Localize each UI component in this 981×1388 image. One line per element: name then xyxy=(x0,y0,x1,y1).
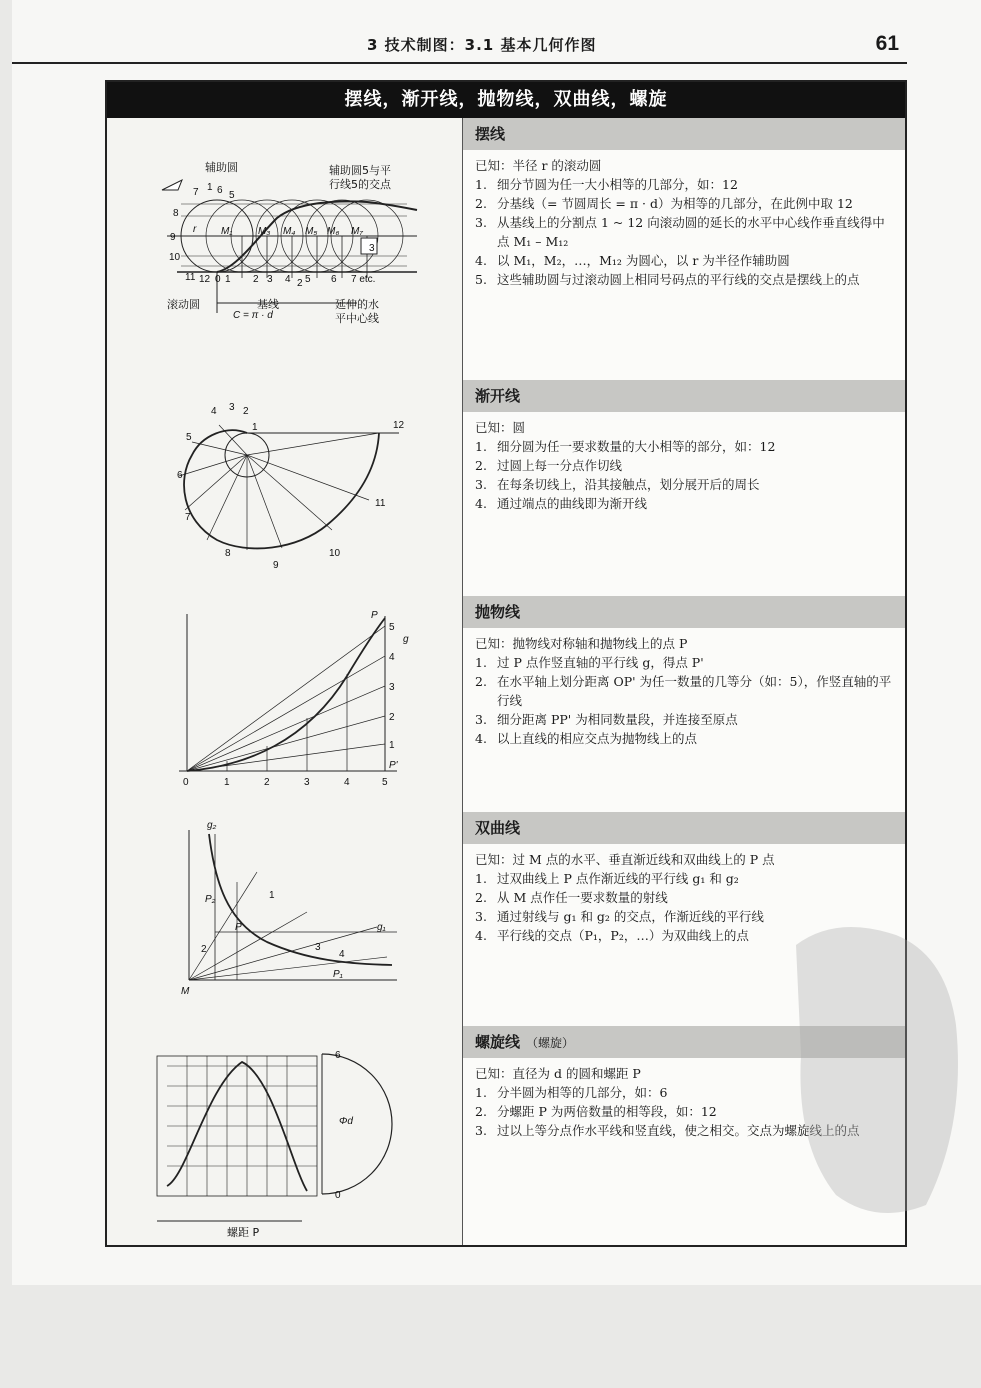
list-item: 4. 通过端点的曲线即为渐开线 xyxy=(475,496,648,511)
involute-steps xyxy=(475,437,893,513)
etc-label: 7 etc. xyxy=(351,274,376,285)
involute-label-12: 12 xyxy=(393,420,405,431)
m1-label: M₁ xyxy=(221,226,233,237)
aux-note-line2: 行线5的交点 xyxy=(329,178,391,191)
involute-label-10: 10 xyxy=(329,548,341,559)
involute-label-9: 9 xyxy=(273,560,279,571)
radius-label: r xyxy=(193,224,197,235)
m3-label: M₃ xyxy=(258,226,271,237)
cycloid-title: 摆线 xyxy=(463,118,905,150)
line-g-label: g xyxy=(403,634,409,645)
x-tick-5: 5 xyxy=(382,777,388,788)
page-number: 61 xyxy=(875,32,899,55)
svg-text:9: 9 xyxy=(170,232,176,243)
svg-text:10: 10 xyxy=(169,252,181,263)
svg-text:6: 6 xyxy=(331,274,337,285)
involute-label-5: 5 xyxy=(186,432,192,443)
chapter-heading: 3 技术制图：3.1 基本几何作图 xyxy=(367,36,597,54)
running-head xyxy=(12,30,907,64)
cycloid-steps xyxy=(475,175,893,289)
right-tick-2: 2 xyxy=(389,712,395,723)
list-item: 4. 以 M₁，M₂，…，M₁₂ 为圆心，以 r 为半径作辅助圆 xyxy=(475,253,790,268)
list-item: 3. 通过射线与 g₁ 和 g₂ 的交点，作渐近线的平行线 xyxy=(475,909,764,924)
ray-3-label: 3 xyxy=(315,942,321,953)
circumference-formula: C = π · d xyxy=(233,310,273,321)
list-item: 5. 这些辅助圆与过滚动圆上相同号码点的平行线的交点是摆线上的点 xyxy=(475,272,860,287)
svg-text:3: 3 xyxy=(267,274,273,285)
right-tick-4: 4 xyxy=(389,652,395,663)
svg-text:11: 11 xyxy=(185,272,196,283)
ext-centerline-label1: 延伸的水 xyxy=(335,298,379,311)
involute-row xyxy=(107,380,905,597)
list-item: 3. 细分距离 PP' 为相同数量段，并连接至原点 xyxy=(475,712,738,727)
x-tick-1: 1 xyxy=(224,777,230,788)
involute-label-7: 7 xyxy=(185,512,191,523)
helix-figure xyxy=(107,1026,463,1245)
cycloid-row xyxy=(107,118,905,381)
m5-label: M₅ xyxy=(305,226,318,237)
hyperbola-steps xyxy=(475,869,893,945)
right-tick-1: 1 xyxy=(389,740,395,751)
parabola-steps xyxy=(475,653,893,748)
helix-text xyxy=(463,1026,905,1245)
aux-note-line1: 辅助圆5与平 xyxy=(329,164,391,177)
svg-text:1: 1 xyxy=(207,182,213,193)
involute-label-11: 11 xyxy=(375,498,386,509)
parabola-given: 已知：抛物线对称轴和抛物线上的点 P xyxy=(475,636,688,651)
helix-steps xyxy=(475,1083,893,1140)
list-item: 3. 从基线上的分割点 1 ~ 12 向滚动圆的延长的水平中心线作垂直线得中点 M₁ – M₁₂ xyxy=(475,215,885,249)
svg-text:12: 12 xyxy=(199,274,211,285)
ray-1-label: 1 xyxy=(269,890,275,901)
content-frame xyxy=(105,80,907,1247)
ext-centerline-label2: 平中心线 xyxy=(335,312,379,325)
g1-label: g₁ xyxy=(377,922,386,933)
m6-label: M₆ xyxy=(327,226,340,237)
point-p-label: P xyxy=(371,610,378,621)
hyperbola-row xyxy=(107,812,905,1027)
hyperbola-given: 已知：过 M 点的水平、垂直渐近线和双曲线上的 P 点 xyxy=(475,852,775,867)
svg-text:2: 2 xyxy=(297,278,303,289)
involute-label-8: 8 xyxy=(225,548,231,559)
hyperbola-text xyxy=(463,812,905,1026)
m7-label: M₇ xyxy=(351,226,363,237)
g2-label: g₂ xyxy=(207,820,217,831)
point-p2-label: P₂ xyxy=(205,894,216,905)
section-banner: 摆线，渐开线，抛物线，双曲线，螺旋 xyxy=(107,82,905,118)
book-page xyxy=(12,0,981,1285)
cycloid-text xyxy=(463,118,905,380)
x-tick-4: 4 xyxy=(344,777,350,788)
x-tick-2: 2 xyxy=(264,777,270,788)
involute-label-4: 4 xyxy=(211,406,217,417)
parabola-title: 抛物线 xyxy=(463,596,905,628)
svg-text:3: 3 xyxy=(369,243,375,254)
list-item: 1. 过双曲线上 P 点作渐近线的平行线 g₁ 和 g₂ xyxy=(475,871,739,886)
cycloid-given: 已知：半径 r 的滚动圆 xyxy=(475,158,602,173)
ray-2-label: 2 xyxy=(201,944,207,955)
involute-title: 渐开线 xyxy=(463,380,905,412)
list-item: 3. 在每条切线上，沿其接触点，划分展开后的周长 xyxy=(475,477,760,492)
list-item: 2. 过圆上每一分点作切线 xyxy=(475,458,623,473)
involute-label-3: 3 xyxy=(229,402,235,413)
cycloid-figure xyxy=(107,118,463,380)
list-item: 2. 从 M 点作任一要求数量的射线 xyxy=(475,890,668,905)
list-item: 1. 过 P 点作竖直轴的平行线 g，得点 P' xyxy=(475,655,704,670)
involute-text xyxy=(463,380,905,596)
svg-text:1: 1 xyxy=(225,274,231,285)
aux-circle-label: 辅助圆 xyxy=(205,161,238,174)
parabola-figure xyxy=(107,596,463,812)
involute-label-2: 2 xyxy=(243,406,249,417)
list-item: 3. 过以上等分点作水平线和竖直线，使之相交。交点为螺旋线上的点 xyxy=(475,1123,860,1138)
point-p-label: P xyxy=(235,922,242,933)
svg-text:8: 8 xyxy=(173,208,179,219)
hyperbola-title: 双曲线 xyxy=(463,812,905,844)
hyperbola-figure xyxy=(107,812,463,1026)
svg-text:0: 0 xyxy=(215,274,221,285)
svg-text:6: 6 xyxy=(217,185,223,196)
list-item: 1. 细分节圆为任一大小相等的几部分，如：12 xyxy=(475,177,738,192)
point-p1-label: P₁ xyxy=(333,969,343,980)
svg-text:5: 5 xyxy=(305,274,311,285)
right-tick-3: 3 xyxy=(389,682,395,693)
origin-label: 0 xyxy=(183,777,189,788)
list-item: 4. 以上直线的相应交点为抛物线上的点 xyxy=(475,731,698,746)
m4-label: M₄ xyxy=(283,226,296,237)
helix-top-label: 6 xyxy=(335,1050,341,1061)
helix-given: 已知：直径为 d 的圆和螺距 P xyxy=(475,1066,641,1081)
parabola-row xyxy=(107,596,905,813)
involute-label-1: 1 xyxy=(252,422,258,433)
list-item: 2. 在水平轴上划分距离 OP' 为任一数量的几等分（如：5），作竖直轴的平行线 xyxy=(475,674,892,708)
x-tick-3: 3 xyxy=(304,777,310,788)
right-tick-5: 5 xyxy=(389,622,395,633)
list-item: 2. 分螺距 P 为两倍数量的相等段，如：12 xyxy=(475,1104,717,1119)
cycloid-point-7: 7 xyxy=(193,187,199,198)
involute-figure xyxy=(107,380,463,596)
parabola-text xyxy=(463,596,905,812)
helix-title: 螺旋线 （螺旋） xyxy=(463,1026,905,1058)
svg-text:4: 4 xyxy=(285,274,291,285)
involute-given: 已知：圆 xyxy=(475,420,526,435)
svg-text:2: 2 xyxy=(253,274,259,285)
involute-label-6: 6 xyxy=(177,470,183,481)
list-item: 1. 细分圆为任一要求数量的大小相等的部分，如：12 xyxy=(475,439,776,454)
pitch-label: 螺距 P xyxy=(227,1226,260,1239)
point-pprime-label: P' xyxy=(389,760,398,771)
base-line-label: 基线 xyxy=(257,298,279,311)
svg-text:5: 5 xyxy=(229,190,235,201)
ray-4-label: 4 xyxy=(339,949,345,960)
point-m-label: M xyxy=(181,986,190,997)
list-item: 2. 分基线（= 节圆周长 = π · d）为相等的几部分，在此例中取 12 xyxy=(475,196,853,211)
helix-row xyxy=(107,1026,905,1245)
diameter-label: Φd xyxy=(339,1116,353,1127)
rolling-circle-label: 滚动圆 xyxy=(167,298,200,311)
helix-zero-label: 0 xyxy=(335,1190,341,1201)
list-item: 1. 分半圆为相等的几部分，如：6 xyxy=(475,1085,668,1100)
list-item: 4. 平行线的交点（P₁，P₂，…）为双曲线上的点 xyxy=(475,928,749,943)
